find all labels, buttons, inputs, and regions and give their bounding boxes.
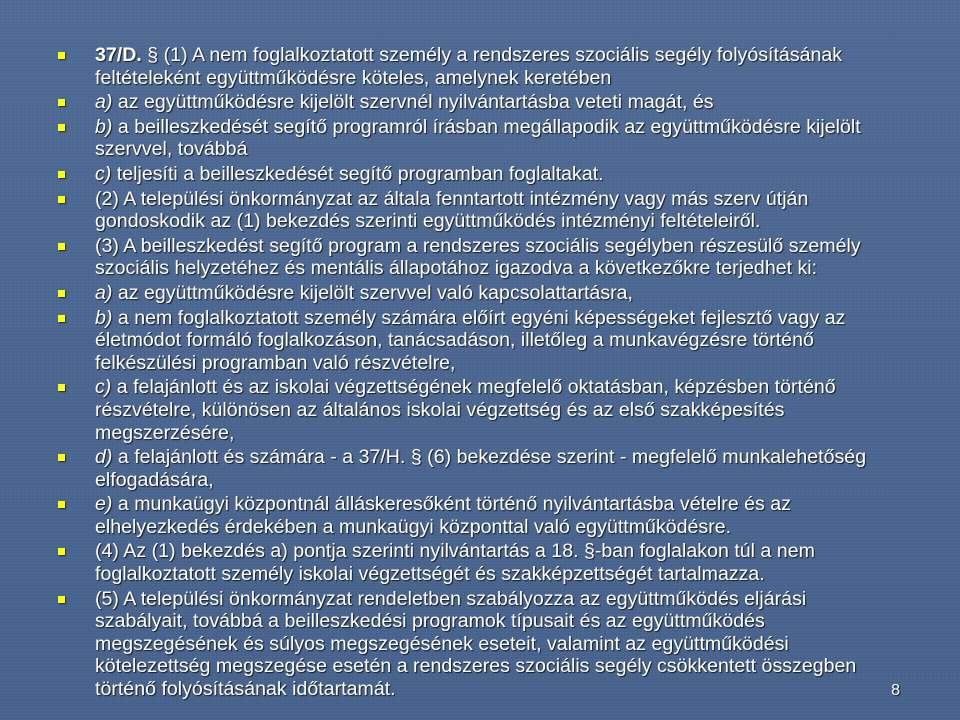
bullet-item-3 [58, 116, 900, 161]
bullet-text: a beilleszkedését segítő programról írásban megállapodik az együttműködésre kijelölt szervvel, továbbá [95, 115, 861, 161]
point-label: a) [95, 91, 113, 114]
point-label: b) [95, 306, 113, 329]
bullet-square-icon [58, 384, 65, 391]
bullet-square-icon [58, 52, 65, 59]
bullet-text: teljesíti a beilleszkedését segítő programban foglaltakat. [111, 162, 604, 185]
bullet-item-9 [58, 376, 900, 444]
bullet-item-7 [58, 282, 900, 305]
bullet-square-icon [58, 454, 65, 461]
point-label: c) [95, 162, 112, 185]
point-label: d) [95, 446, 113, 469]
bullet-item-4 [58, 163, 900, 186]
bullet-text: (2) A települési önkormányzat az általa fenntartott intézmény vagy más szerv útján gondoskodik az (1) bekezdés szerinti együttműködés intézményi feltételeiről. [95, 187, 809, 233]
bullet-text: § (1) A nem foglalkoztatott személy a rendszeres szociális segély folyósításának feltételeként együttműködésre köteles, amelynek keretében [95, 44, 843, 89]
bullet-text: a munkaügyi központnál álláskeresőként történő nyilvántartásba vételre és az elhelyezkedés érdekében a munkaügyi központtal való együttműködésre. [95, 493, 791, 538]
point-label: b) [95, 115, 113, 138]
bullet-text: a nem foglalkoztatott személy számára előírt egyéni képességeket fejlesztő vagy az életmódot formáló foglalkozáson, tanácsadáson, illetőleg a munkavégzésre történő felkészülési programban való részvételre, [95, 306, 846, 374]
slide-content [58, 44, 900, 703]
bullet-square-icon [58, 196, 65, 203]
bullet-square-icon [58, 124, 65, 131]
bullet-square-icon [58, 501, 65, 508]
bullet-square-icon [58, 290, 65, 297]
bullet-item-5 [58, 188, 900, 233]
bullet-text: az együttműködésre kijelölt szervnél nyilvántartásba veteti magát, és [112, 91, 714, 114]
bullet-list [58, 44, 900, 701]
bullet-item-1 [58, 44, 900, 89]
bullet-text: (3) A beilleszkedést segítő program a rendszeres szociális segélyben részesülő személy szociális helyzetéhez és mentális állapotához igazodva a következőkre terjedhet ki: [95, 234, 861, 280]
bullet-text: a felajánlott és az iskolai végzettségének megfelelő oktatásban, képzésben történő részvételre, különösen az általános iskolai végzettség és az első szakképesítés megszerzésére, [95, 376, 836, 444]
bullet-text: a felajánlott és számára - a 37/H. § (6) bekezdése szerint - megfelelő munkalehetőség elfogadására, [95, 446, 867, 491]
bullet-item-13 [58, 588, 900, 701]
bullet-item-10 [58, 446, 900, 491]
bullet-square-icon [58, 99, 65, 106]
bullet-text: az együttműködésre kijelölt szervvel való kapcsolattartásra, [112, 281, 633, 304]
bullet-square-icon [58, 596, 65, 603]
bullet-square-icon [58, 171, 65, 178]
bullet-text: (4) Az (1) bekezdés a) pontja szerinti nyilvántartás a 18. §-ban foglalakon túl a nem foglalkoztatott személy iskolai végzettségét és szakképzettségét tartalmazza. [95, 540, 815, 586]
point-label: e) [95, 493, 113, 516]
bullet-item-6 [58, 235, 900, 280]
point-label: a) [95, 281, 113, 304]
bullet-item-2 [58, 91, 900, 114]
bullet-item-11 [58, 493, 900, 538]
section-label: 37/D. [95, 44, 142, 66]
bullet-square-icon [58, 315, 65, 322]
bullet-item-8 [58, 307, 900, 375]
bullet-square-icon [58, 243, 65, 250]
page-number: 8 [891, 682, 900, 699]
bullet-text: (5) A települési önkormányzat rendeletben szabályozza az együttműködés eljárási szabályait, továbbá a beilleszkedési programok típusait és az együttműködés megszegésének és súlyos megszegésének eseteit, valamint az együttműködési kötelezettség megszegése esetén a rendszeres szociális segély csökkentett összegben történő folyósításának időtartamát. [95, 587, 857, 701]
bullet-square-icon [58, 548, 65, 555]
bullet-item-12 [58, 540, 900, 585]
point-label: c) [95, 376, 112, 399]
